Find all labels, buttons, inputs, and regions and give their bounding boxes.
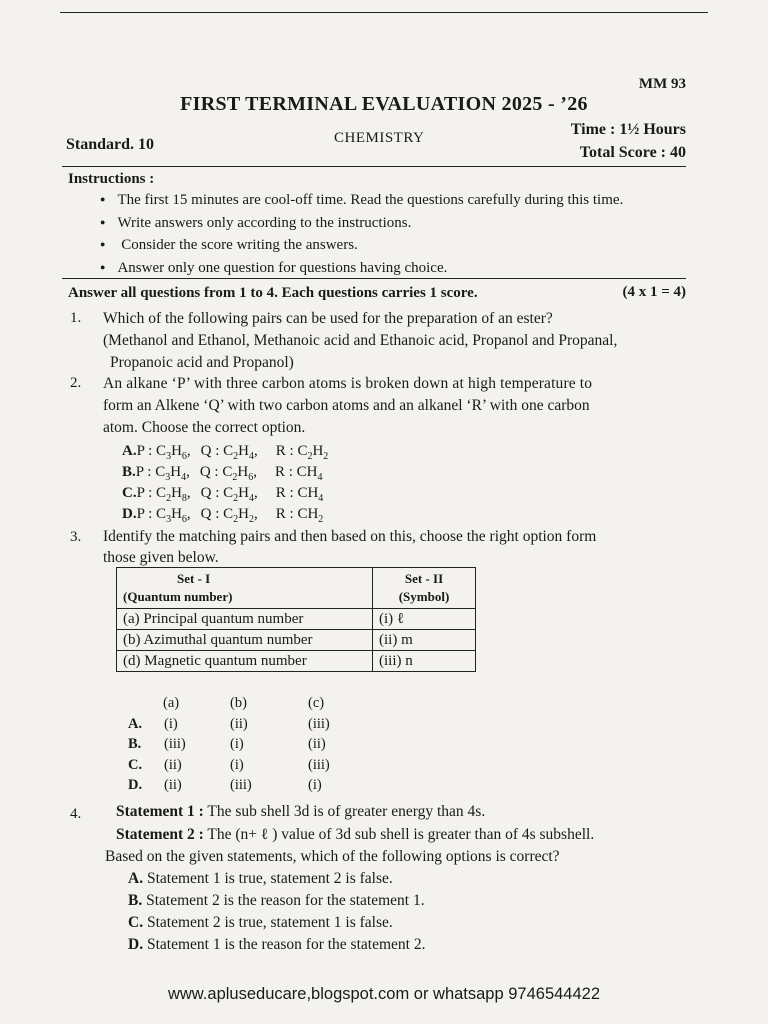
question-text: An alkane ‘P’ with three carbon atoms is broken down at high temperature to [103,375,593,392]
answer-cell: (iii) [308,715,330,732]
subscript: 3 [166,514,172,525]
subscript: 4 [317,472,323,483]
statement-text: The sub shell 3d is of greater energy than 4s. [203,803,486,820]
paper-code: MM 93 [638,76,686,92]
table-cell: (d) Magnetic quantum number [117,651,373,672]
standard-label: Standard. 10 [66,136,155,153]
table-row [117,651,476,672]
header-divider [62,166,686,167]
top-rule [60,12,708,13]
formula-r: R : $CH_4$ [275,485,324,504]
statement-label: Statement 1 : [116,803,204,820]
matching-table [116,567,476,672]
subscript: 8 [181,493,187,504]
subscript: 2 [232,472,238,483]
answer-col-header: (c) [308,695,325,711]
formula-p: P : $C_3H_4$ [135,464,187,483]
answer-option [128,934,425,955]
formula-p: P : $C_3H_6$ [136,506,187,525]
subscript: 4 [249,451,255,462]
subscript: 4 [318,493,324,504]
instruction-item: ● Write answers only according to the instructions. [100,212,623,235]
table-cell: (i) ℓ [373,609,476,630]
subscript: 4 [181,472,187,483]
option-letter: D. [128,777,143,793]
time-label: Time : 1½ Hours [570,121,686,138]
question-text: Identify the matching pairs and then based on this, choose the right option form [103,528,597,545]
formula-q: Q : $C_2H_4$ [200,443,255,462]
subscript: 3 [165,472,171,483]
set1-header [117,568,373,609]
answer-cell: (i) [230,736,244,752]
answer-col-header: (a) [163,695,180,711]
subscript: 2 [318,514,324,525]
formula-r: R : $CH_4$ [274,464,323,483]
subscript: 2 [323,451,329,462]
option-letter: A. [128,870,144,887]
subscript: 6 [181,451,187,462]
question-number: 2. [70,375,82,391]
answer-option [128,868,393,889]
statement-text: The (n+ ℓ ) value of 3d sub shell is greater than of 4s subshell. [203,826,595,843]
option-text: Statement 2 is true, statement 1 is false. [143,914,393,931]
section-marks: (4 x 1 = 4) [622,284,686,300]
set2-title: Set - II [404,571,444,586]
option-letter: B. [128,892,143,909]
subscript: 2 [166,493,172,504]
option-letter: D. [128,936,144,953]
formula-option: A.P : $C_3H_6$, Q : $C_2H_4$, R : $C_2H_2$ [122,441,328,467]
option-letter: B. [122,464,136,480]
question-number: 3. [70,529,82,545]
instruction-item: ● Answer only one question for questions having choice. [100,257,623,280]
total-score-label: Total Score : 40 [579,144,686,161]
subscript: 2 [233,514,239,525]
question-text: those given below. [103,549,219,566]
option-letter: A. [128,715,143,732]
instruction-item: ● Consider the score writing the answers. [100,234,623,257]
table-cell: (a) Principal quantum number [117,609,373,630]
question-text: form an Alkene ‘Q’ with two carbon atoms and an alkanel ‘R’ with one carbon [103,397,590,414]
formula-q: Q : $C_2H_6$ [199,464,254,483]
formula-p: P : $C_3H_6$ [136,443,187,462]
option-text: Statement 1 is the reason for the statement 2. [143,936,426,953]
statement-label: Statement 2 : [116,826,204,843]
instructions-list [100,189,623,279]
option-letter: B. [128,736,142,752]
answer-cell: (iii) [308,756,330,773]
footer-watermark: www.apluseducare,blogspot.com or whatsapp 9746544422 [167,985,601,1003]
statement-1 [116,801,485,822]
question-text: atom. Choose the correct option. [103,419,306,436]
formula-r: R : $C_2H_2$ [275,443,329,462]
subscript: 3 [166,451,172,462]
answer-cell: (ii) [164,756,182,773]
answer-option [128,912,393,933]
answer-cell: (ii) [308,736,326,752]
formula-option: B.P : $C_3H_4$, Q : $C_2H_6$, R : $CH_4$ [122,462,322,488]
question-text: (Methanol and Ethanol, Methanoic acid and Ethanoic acid, Propanol and Propanal, [103,332,618,349]
answer-cell: (ii) [230,715,248,732]
set2-subtitle: (Symbol) [398,589,450,604]
statement-2 [116,824,594,845]
instructions-divider [62,278,686,279]
subscript: 2 [233,451,239,462]
question-text: Based on the given statements, which of the following options is correct? [105,848,560,865]
section-heading: Answer all questions from 1 to 4. Each questions carries 1 score. [68,285,478,301]
question-text: Which of the following pairs can be used for the preparation of an ester? [103,310,553,327]
answer-cell: (i) [164,715,178,732]
question-number: 4. [70,806,82,822]
table-cell: (b) Azimuthal quantum number [117,630,373,651]
answer-cell: (i) [230,756,244,773]
table-cell: (ii) m [373,630,476,651]
formula-option: C.P : $C_2H_8$, Q : $C_2H_4$, R : $CH_4$ [122,483,323,509]
formula-q: Q : $C_2H_4$ [200,485,255,504]
answer-cell: (iii) [230,777,252,793]
answer-option [128,890,425,911]
subscript: 2 [233,493,239,504]
subscript: 6 [248,472,254,483]
instruction-item: ● The first 15 minutes are cool-off time. Read the questions carefully during this time. [100,189,623,212]
option-text: Statement 1 is true, statement 2 is false. [143,870,393,887]
option-letter: C. [122,485,137,501]
formula-q: Q : $C_2H_2$ [200,506,255,525]
instructions-heading: Instructions : [68,171,155,187]
set1-title: Set - I [177,571,211,586]
answer-col-header: (b) [230,695,247,711]
answer-cell: (i) [308,777,322,793]
table-cell: (iii) n [373,651,476,672]
subscript: 4 [249,493,255,504]
formula-r: R : $CH_2$ [275,506,324,525]
option-letter: D. [122,506,137,522]
question-text: Propanoic acid and Propanol) [110,354,294,371]
formula-option: D.P : $C_3H_6$, Q : $C_2H_2$, R : $CH_2$ [122,504,323,530]
question-number: 1. [70,310,82,326]
answer-cell: (iii) [164,736,186,752]
subscript: 2 [249,514,255,525]
set2-header [373,568,476,609]
table-row [117,630,476,651]
answer-cell: (ii) [164,777,182,793]
subscript: 2 [307,451,313,462]
subject-label: CHEMISTRY [334,130,425,146]
subscript: 6 [181,514,187,525]
exam-title: FIRST TERMINAL EVALUATION 2025 - ’26 [180,93,588,115]
set1-subtitle: (Quantum number) [123,589,233,604]
option-letter: C. [128,914,144,931]
option-text: Statement 2 is the reason for the statement 1. [142,892,425,909]
formula-p: P : $C_2H_8$ [136,485,187,504]
option-letter: A. [122,443,137,459]
option-letter: C. [128,756,143,773]
table-row [117,609,476,630]
